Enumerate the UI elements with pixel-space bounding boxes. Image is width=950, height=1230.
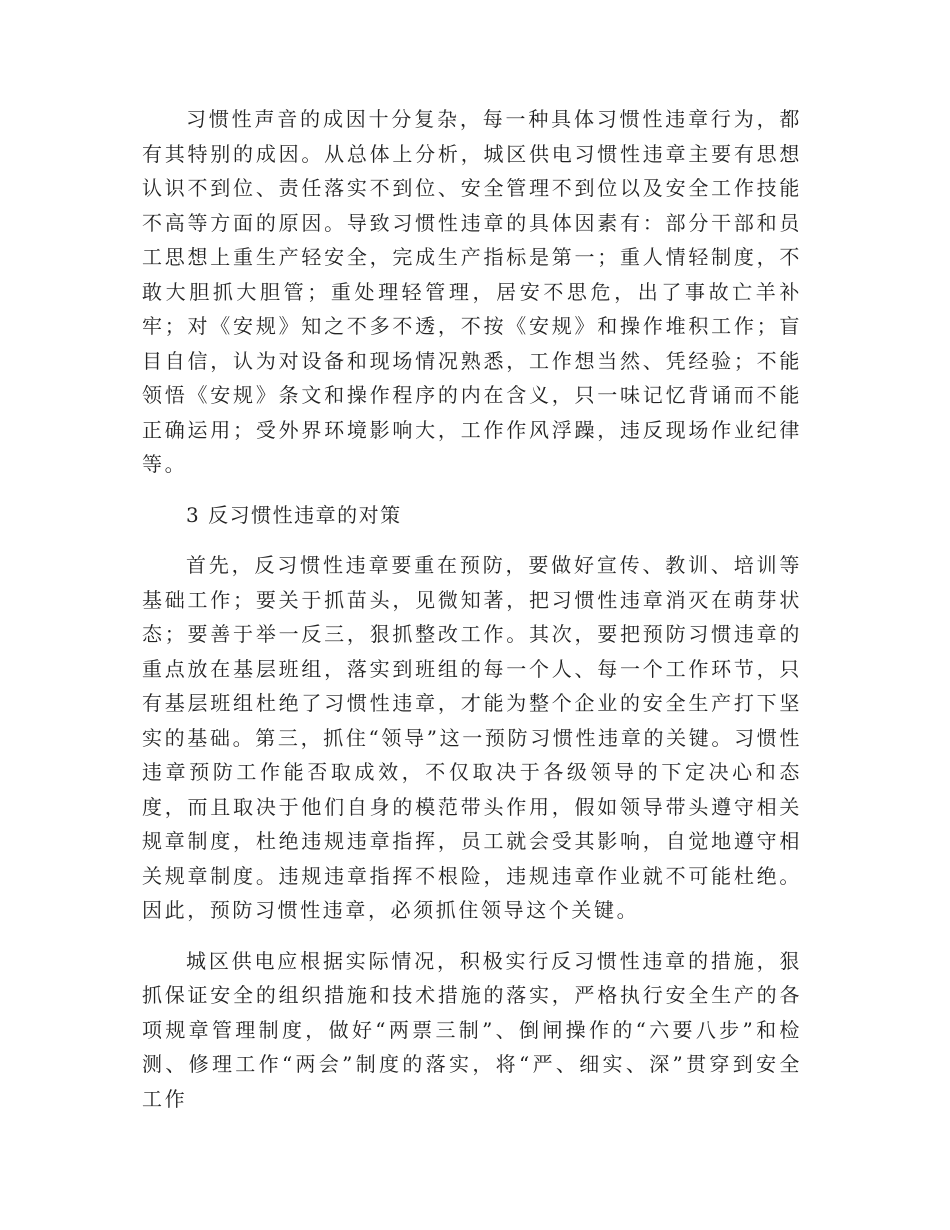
section-heading: 3 反习惯性违章的对策	[186, 502, 402, 527]
paragraph-prevention: 首先，反习惯性违章要重在预防，要做好宣传、教训、培训等基础工作；要关于抓苗头，见微知著，把习惯性违章消灭在萌芽状态；要善于举一反三，狠抓整改工作。其次，要把预防习惯违章的重点放在基层班组，落实到班组的每一个人、每一个工作环节，只有基层班组杜绝了习惯性违章，才能为整个企业的安全生产打下坚实的基础。第三，抓住“领导”这一预防习惯性违章的关键。习惯性违章预防工作能否取成效，不仅取决于各级领导的下定决心和态度，而且取决于他们自身的模范带头作用，假如领导带头遵守相关规章制度，杜绝违规违章指挥，员工就会受其影响，自觉地遵守相关规章制度。违规违章指挥不根险，违规违章作业就不可能杜绝。因此，预防习惯性违章，必须抓住领导这个关键。	[142, 553, 802, 922]
paragraph-causes: 习惯性声音的成因十分复杂，每一种具体习惯性违章行为，都有其特别的成因。从总体上分析，城区供电习惯性违章主要有思想认识不到位、责任落实不到位、安全管理不到位以及安全工作技能不高等方面的原因。导致习惯性违章的具体因素有：部分干部和员工思想上重生产轻安全，完成生产指标是第一；重人情轻制度，不敢大胆抓大胆管；重处理轻管理，居安不思危，出了事故亡羊补牢；对《安规》知之不多不透，不按《安规》和操作堆积工作；盲目自信，认为对设备和现场情况熟悉，工作想当然、凭经验；不能领悟《安规》条文和操作程序的内在含义，只一味记忆背诵而不能正确运用；受外界环境影响大，工作作风浮躁，违反现场作业纪律等。	[142, 107, 802, 476]
document-page	[142, 102, 802, 1116]
paragraph-measures: 城区供电应根据实际情况，积极实行反习惯性违章的措施，狠抓保证安全的组织措施和技术措施的落实，严格执行安全生产的各项规章管理制度，做好“两票三制”、倒闸操作的“六要八步”和检测、修理工作“两会”制度的落实，将“严、细实、深”贯穿到安全工作	[142, 948, 802, 1111]
